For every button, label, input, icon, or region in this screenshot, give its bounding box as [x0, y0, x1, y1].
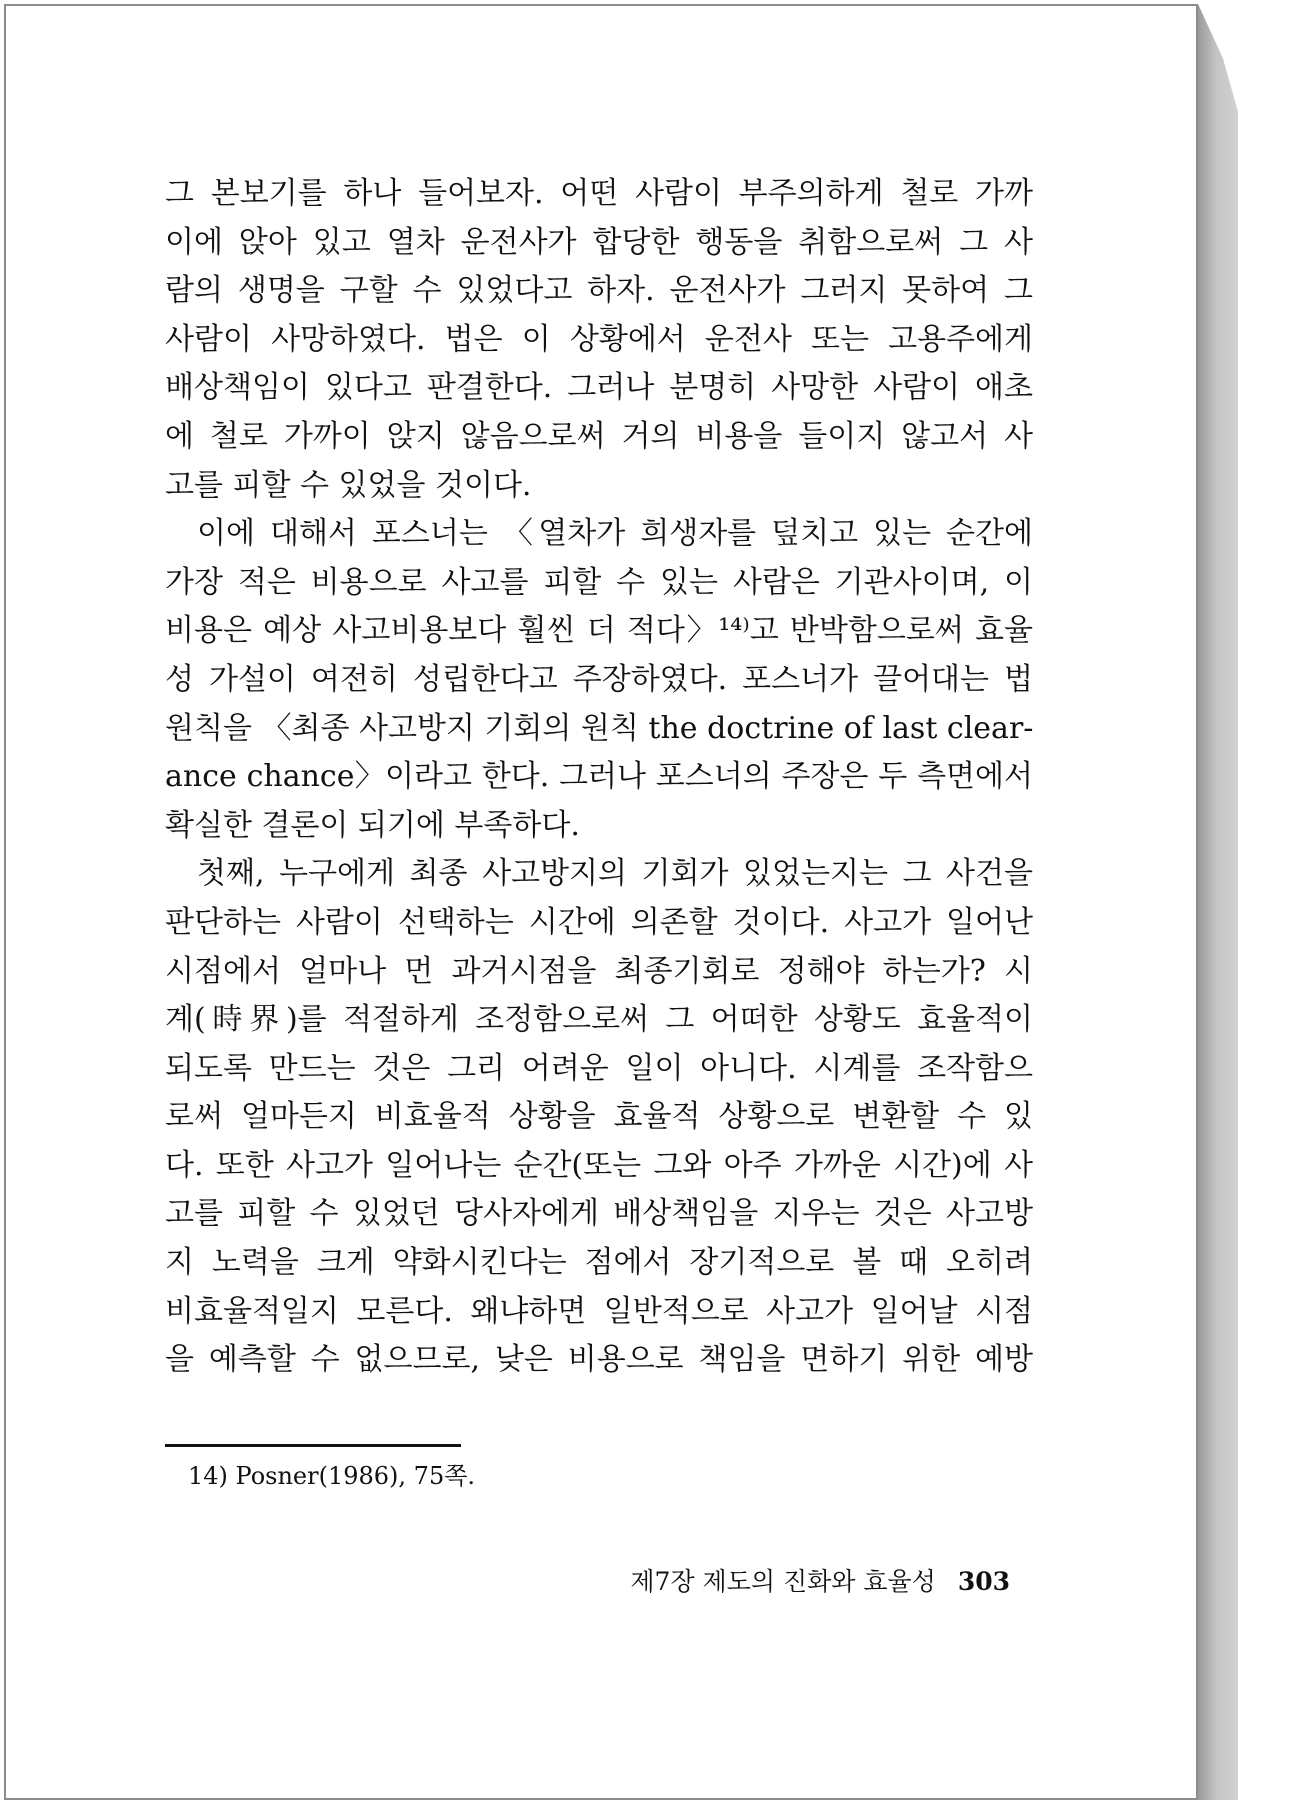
body-line-2: 이에 앉아 있고 열차 운전사가 합당한 행동을 취함으로써 그 사 — [165, 224, 1033, 260]
body-line-14: 확실한 결론이 되기에 부족하다. — [165, 807, 580, 843]
body-line-9: 가장 적은 비용으로 사고를 피할 수 있는 사람은 기관사이며, 이 — [165, 564, 1033, 600]
body-line-1: 그 본보기를 하나 들어보자. 어떤 사람이 부주의하게 철로 가까 — [165, 176, 1033, 211]
body-line-24: 비효율적일지 모른다. 왜냐하면 일반적으로 사고가 일어날 시점 — [165, 1293, 1033, 1329]
footnote: 14) Posner(1986), 75쪽. — [188, 1462, 476, 1490]
body-line-12: 원칙을 〈최종 사고방지 기회의 원칙 the doctrine of last clear- — [165, 710, 1033, 746]
body-line-7: 고를 피할 수 있었을 것이다. — [165, 467, 532, 503]
body-line-21: 다. 또한 사고가 일어나는 순간(또는 그와 아주 가까운 시간)에 사 — [165, 1147, 1033, 1183]
body-line-22: 고를 피할 수 있었던 당사자에게 배상책임을 지우는 것은 사고방 — [165, 1196, 1033, 1232]
body-line-3: 람의 생명을 구할 수 있었다고 하자. 운전사가 그러지 못하여 그 — [165, 273, 1033, 309]
body-line-11: 성 가설이 여전히 성립한다고 주장하였다. 포스너가 끌어대는 법 — [165, 661, 1033, 697]
body-line-5: 배상책임이 있다고 판결한다. 그러나 분명히 사망한 사람이 애초 — [165, 370, 1033, 406]
body-line-15: 첫째, 누구에게 최종 사고방지의 기회가 있었는지는 그 사건을 — [197, 856, 1033, 892]
body-line-20: 로써 얼마든지 비효율적 상황을 효율적 상황으로 변환할 수 있 — [165, 1099, 1033, 1135]
body-text — [165, 170, 1033, 1385]
body-line-4: 사람이 사망하였다. 법은 이 상황에서 운전사 또는 고용주에게 — [165, 321, 1033, 357]
body-line-25: 을 예측할 수 없으므로, 낮은 비용으로 책임을 면하기 위한 예방 — [165, 1342, 1033, 1378]
body-line-16: 판단하는 사람이 선택하는 시간에 의존할 것이다. 사고가 일어난 — [165, 904, 1033, 940]
body-line-23: 지 노력을 크게 약화시킨다는 점에서 장기적으로 볼 때 오히려 — [165, 1245, 1033, 1281]
body-line-6: 에 철로 가까이 앉지 않음으로써 거의 비용을 들이지 않고서 사 — [165, 418, 1033, 454]
body-line-19: 되도록 만드는 것은 그리 어려운 일이 아니다. 시계를 조작함으 — [165, 1050, 1033, 1086]
page-number: 303 — [957, 1567, 1010, 1596]
body-line-17: 시점에서 얼마나 먼 과거시점을 최종기회로 정해야 하는가? 시 — [165, 953, 1033, 989]
running-footer — [630, 1562, 1010, 1602]
page-edge-shadow — [1198, 4, 1238, 1800]
body-line-18: 계(時界)를 적절하게 조정함으로써 그 어떠한 상황도 효율적이 — [165, 1002, 1033, 1038]
body-line-10: 비용은 예상 사고비용보다 훨씬 더 적다〉¹⁴⁾고 반박함으로써 효율 — [165, 613, 1033, 649]
body-line-8: 이에 대해서 포스너는 〈열차가 희생자를 덮치고 있는 순간에 — [197, 516, 1033, 552]
footnote-divider — [165, 1444, 461, 1447]
body-line-13: ance chance〉이라고 한다. 그러나 포스너의 주장은 두 측면에서 — [165, 759, 1033, 795]
chapter-title: 제7장 제도의 진화와 효율성 — [630, 1567, 936, 1596]
